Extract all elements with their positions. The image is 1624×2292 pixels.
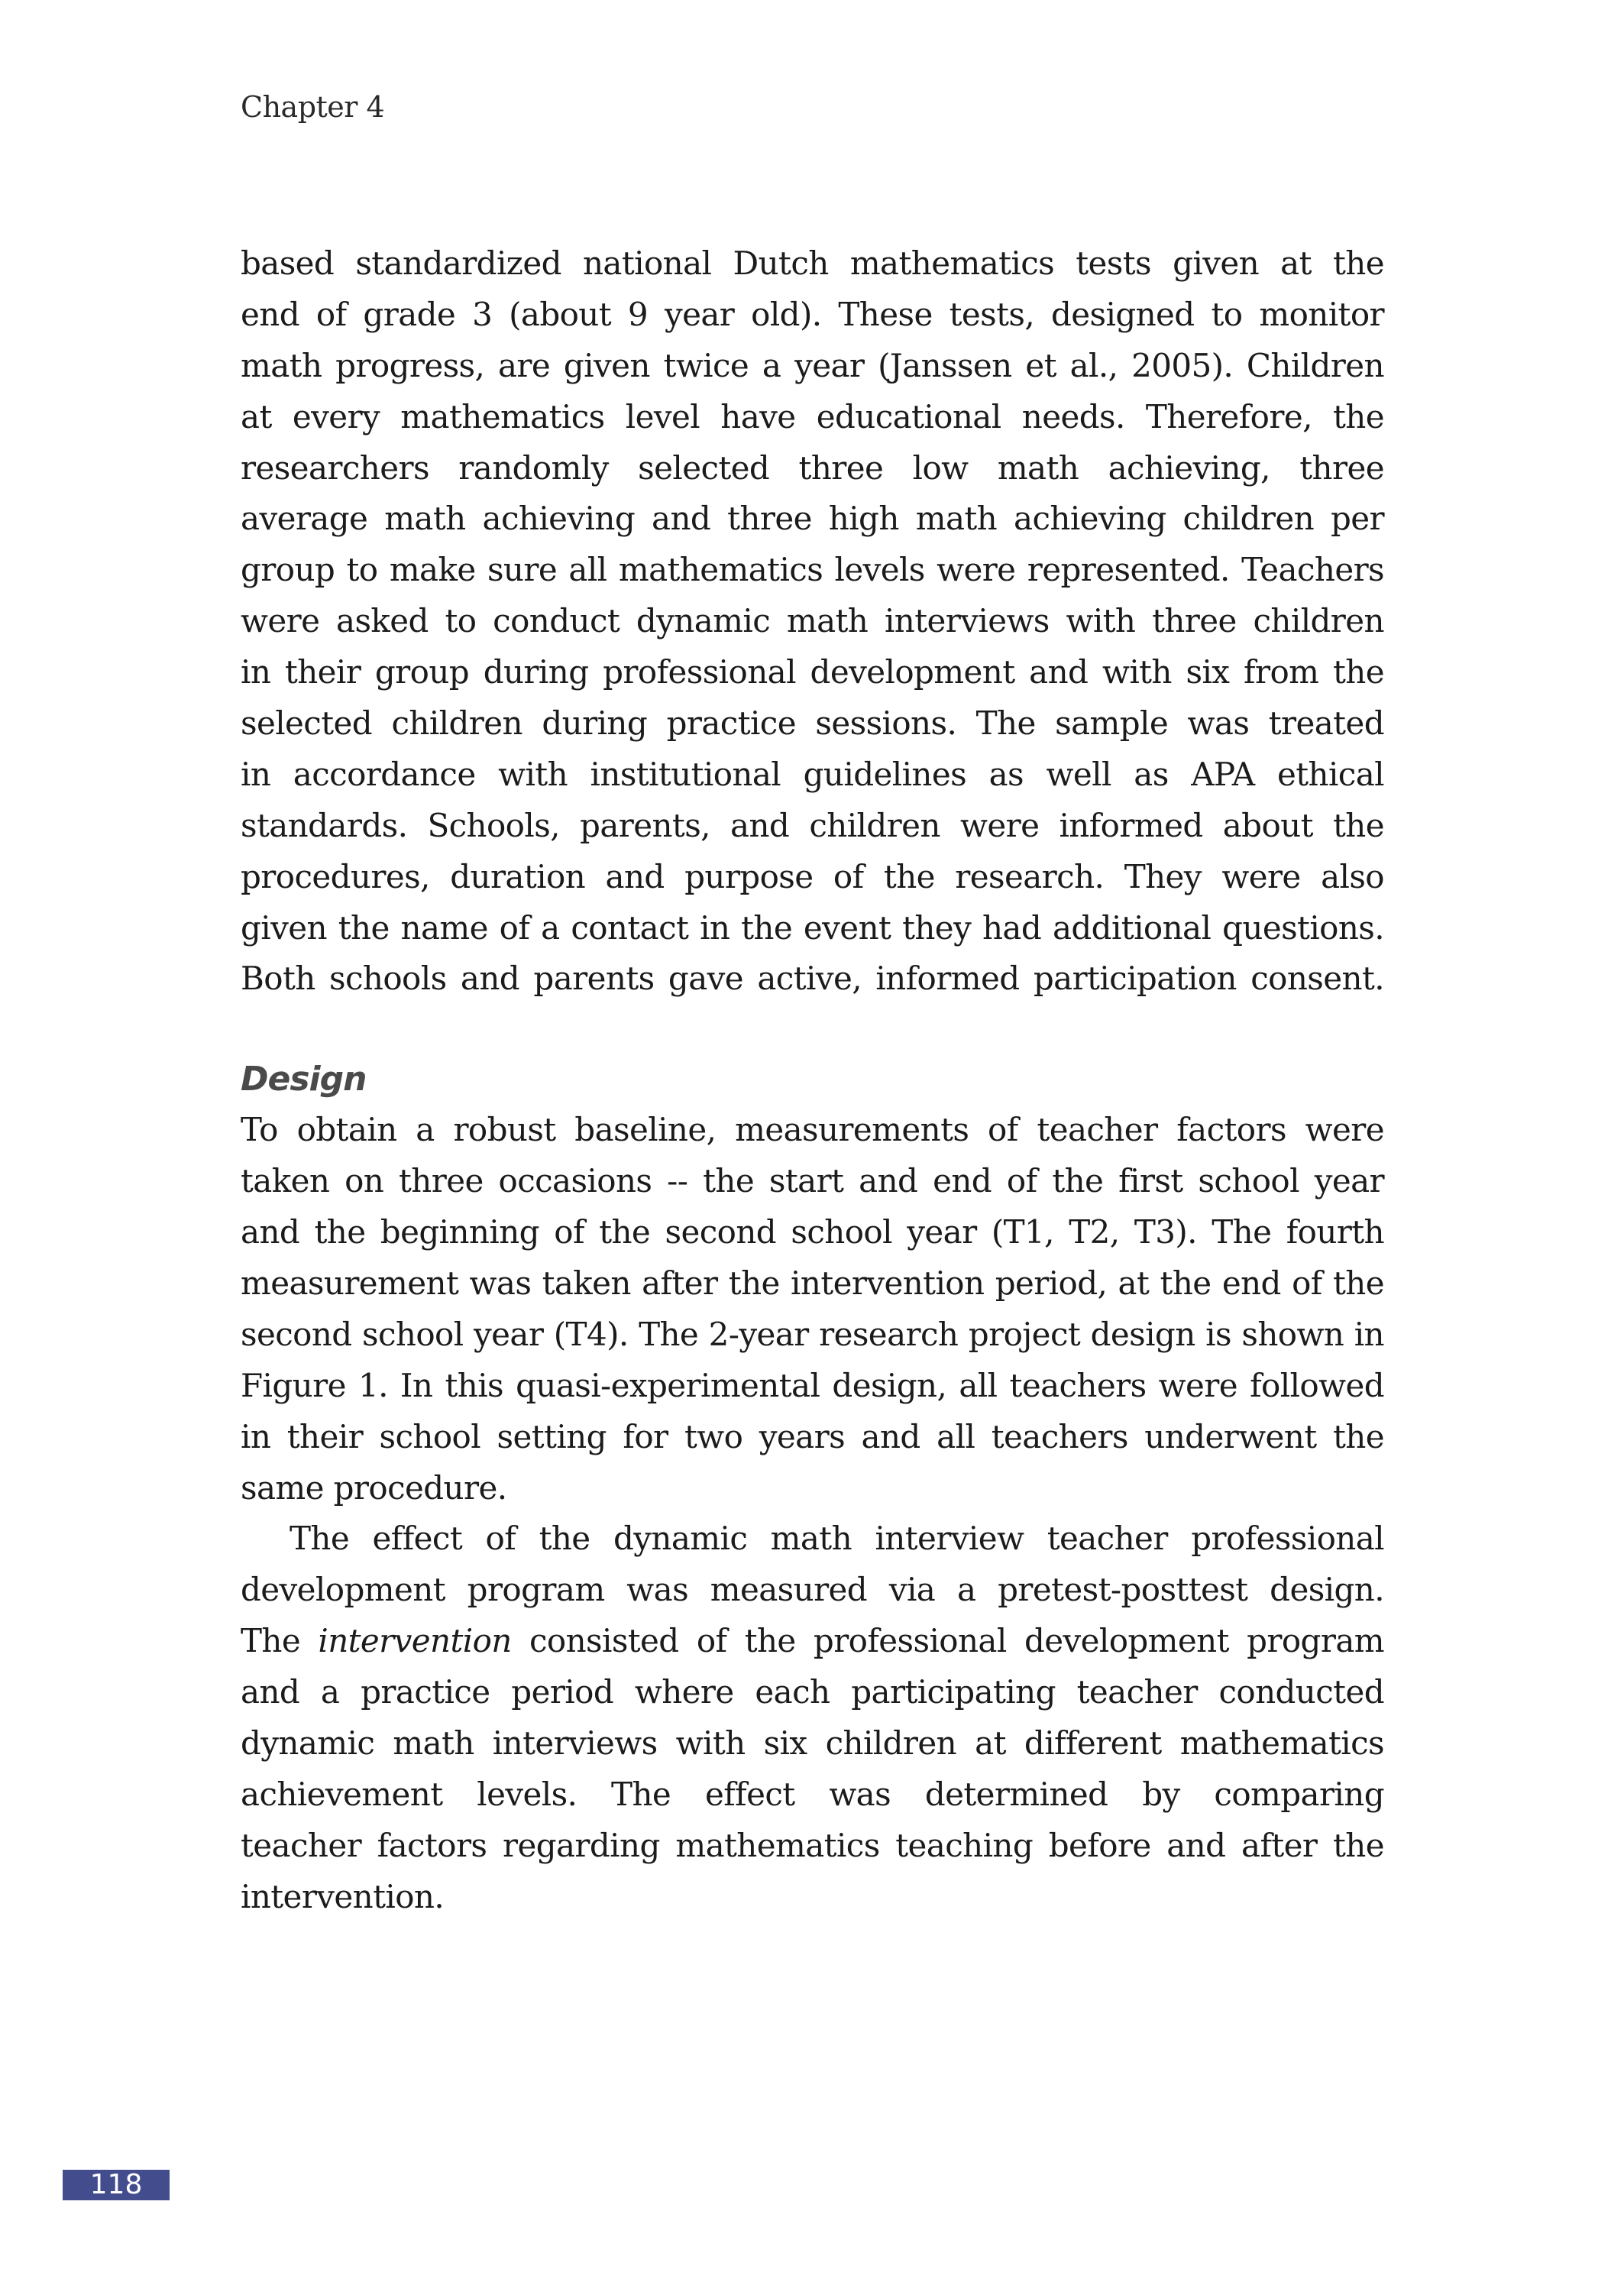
text-line [241, 1616, 1384, 1667]
text-line: dynamic math interviews with six children at different mathematics [241, 1724, 1384, 1763]
text-line: To obtain a robust baseline, measurements of teacher factors were [241, 1111, 1384, 1149]
text-line: average math achieving and three high math achieving children per [241, 500, 1384, 538]
text-line: same procedure. [241, 1468, 507, 1507]
text-line: Figure 1. In this quasi-experimental design, all teachers were followed [241, 1366, 1384, 1404]
text-line: and the beginning of the second school year (T1, T2, T3). The fourth [241, 1213, 1384, 1251]
paragraph-design [241, 1105, 1384, 1513]
text-line: measurement was taken after the intervention period, at the end of the [241, 1264, 1384, 1303]
text-line: given the name of a contact in the event they had additional questions. [241, 908, 1384, 947]
text-line: selected children during practice sessions. The sample was treated [241, 704, 1384, 743]
paragraph-effect [241, 1513, 1384, 1922]
text-line: procedures, duration and purpose of the research. They were also [241, 857, 1384, 895]
text-line: standards. Schools, parents, and children were informed about the [241, 806, 1384, 844]
section-heading-design: Design [241, 1060, 367, 1099]
text-line: second school year (T4). The 2-year research project design is shown in [241, 1315, 1384, 1353]
text-line: researchers randomly selected three low math achieving, three [241, 448, 1384, 487]
text-fragment: consisted of the professional development program [511, 1622, 1384, 1660]
text-line: taken on three occasions -- the start and end of the first school year [241, 1162, 1384, 1200]
text-line: at every mathematics level have educational needs. Therefore, the [241, 397, 1384, 435]
text-line: and a practice period where each participating teacher conducted [241, 1673, 1384, 1711]
text-line: in their school setting for two years and all teachers underwent the [241, 1417, 1384, 1455]
text-line: The effect of the dynamic math interview teacher professional [290, 1520, 1384, 1558]
paragraph-participants [241, 238, 1384, 1005]
text-line: were asked to conduct dynamic math interviews with three children [241, 602, 1384, 640]
emphasis-intervention: intervention [318, 1622, 512, 1660]
text-line: math progress, are given twice a year (Janssen et al., 2005). Children [241, 346, 1384, 384]
text-line: intervention. [241, 1877, 445, 1915]
page-number-badge: 118 [63, 2170, 170, 2200]
text-line: group to make sure all mathematics levels were represented. Teachers [241, 551, 1384, 589]
text-line: development program was measured via a pretest-posttest design. [241, 1571, 1384, 1609]
running-head-chapter: Chapter 4 [241, 90, 385, 124]
text-line: teacher factors regarding mathematics teaching before and after the [241, 1826, 1384, 1864]
text-line: in their group during professional development and with six from the [241, 653, 1384, 691]
text-line: Both schools and parents gave active, informed participation consent. [241, 960, 1384, 998]
text-line: based standardized national Dutch mathematics tests given at the [241, 244, 1384, 282]
text-fragment: The [241, 1622, 319, 1660]
text-line: achievement levels. The effect was determined by comparing [241, 1775, 1384, 1813]
text-line: in accordance with institutional guidelines as well as APA ethical [241, 755, 1384, 793]
body-text [241, 238, 1384, 1923]
text-line: end of grade 3 (about 9 year old). These tests, designed to monitor [241, 295, 1384, 333]
